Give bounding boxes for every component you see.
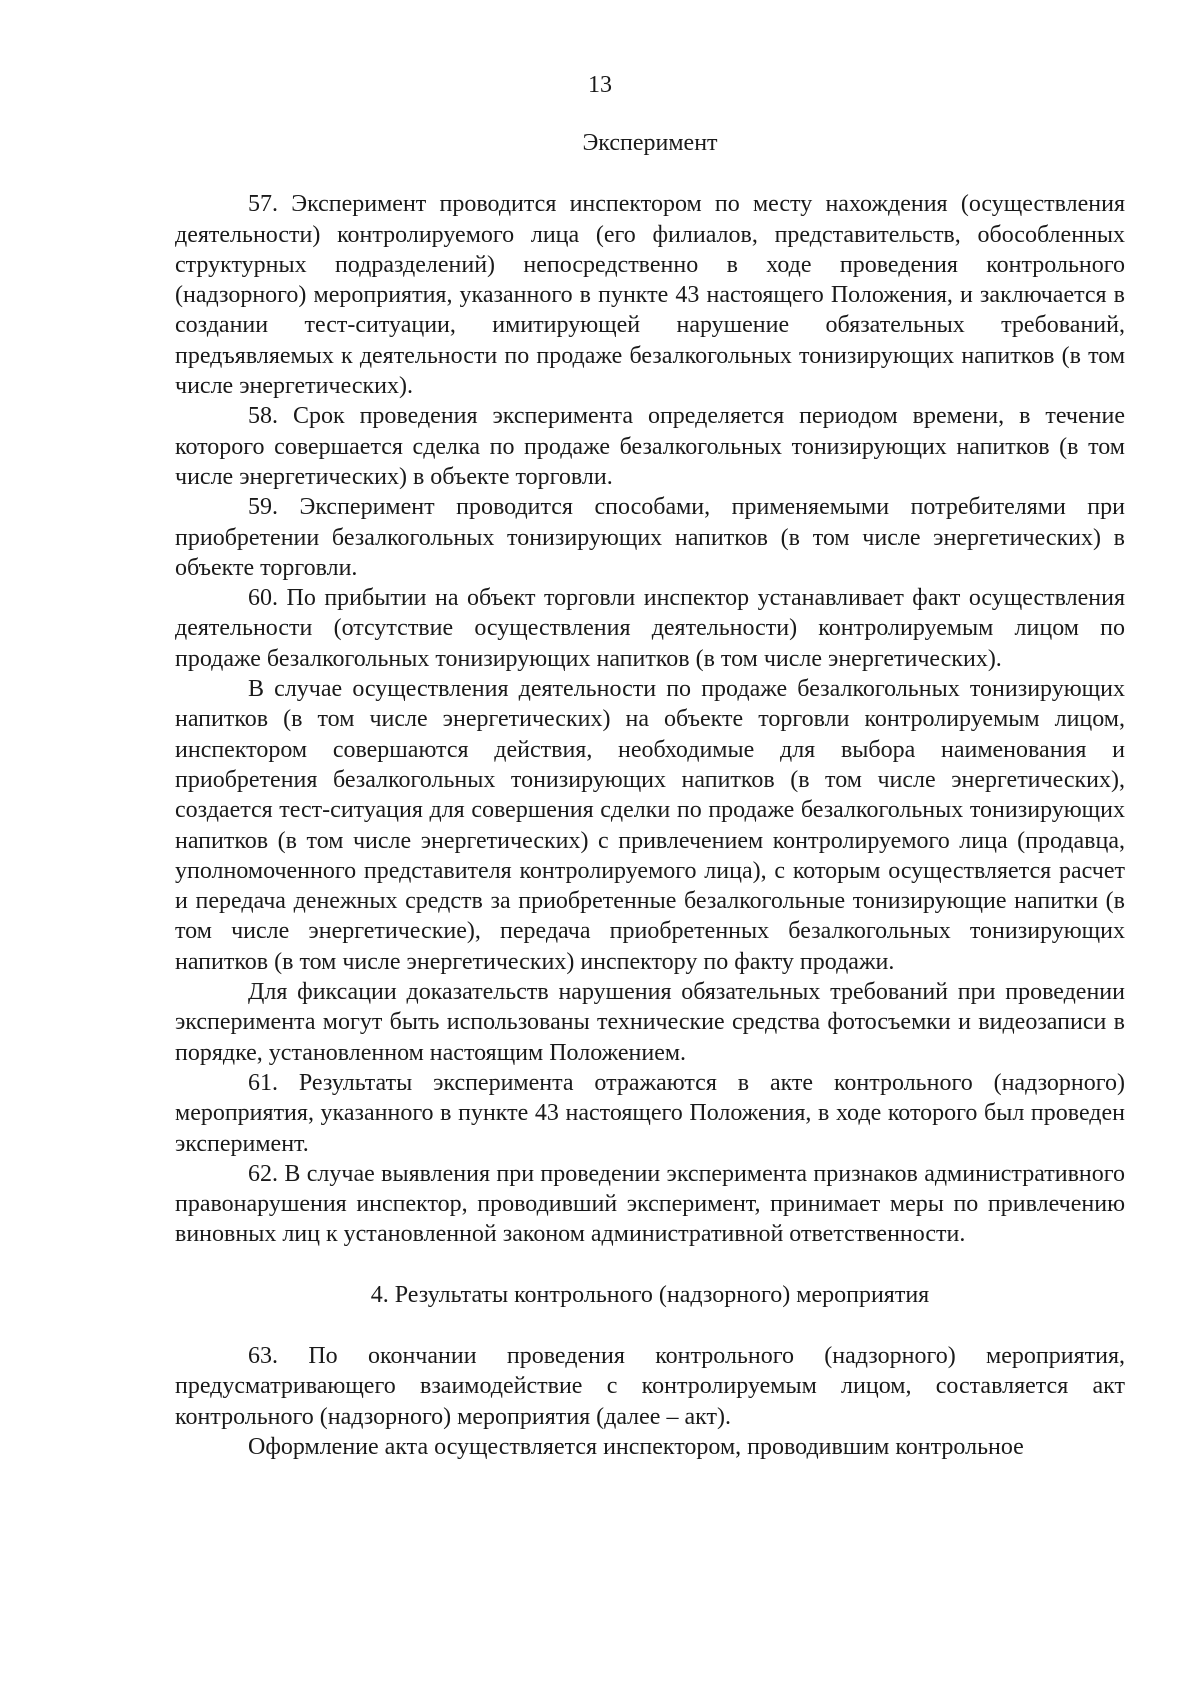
section-heading-experiment: Эксперимент	[582, 130, 718, 156]
paragraph-60: 60. По прибытии на объект торговли инспектор устанавливает факт осуществления деятельности (отсутствие осуществления деятельности) контролируемым лицом по продаже безалкогольных тонизирующих напитков (в том числе энергетических).	[175, 585, 1125, 672]
paragraph-act-preparation: Оформление акта осуществляется инспектором, проводившим контрольное	[248, 1433, 1024, 1460]
paragraph-60-continued: В случае осуществления деятельности по продаже безалкогольных тонизирующих напитков (в том числе энергетических) на объекте торговли контролируемым лицом, инспектором совершаются действия, необходимые для выбора наименования и приобретения безалкогольных тонизирующих напитков (в том числе энергетических), создается тест-ситуация для совершения сделки по продаже безалкогольных тонизирующих напитков (в том числе энергетических) с привлечением контролируемого лица (продавца, уполномоченного представителя контролируемого лица), с которым осуществляется расчет и передача денежных средств за приобретенные безалкогольные тонизирующие напитки (в том числе энергетические), передача приобретенных безалкогольных тонизирующих напитков (в том числе энергетических) инспектору по факту продажи.	[175, 676, 1125, 975]
paragraph-59: 59. Эксперимент проводится способами, применяемыми потребителями при приобретении безалкогольных тонизирующих напитков (в том числе энергетических) в объекте торговли.	[175, 494, 1125, 581]
paragraph-58: 58. Срок проведения эксперимента определяется периодом времени, в течение которого совершается сделка по продаже безалкогольных тонизирующих напитков (в том числе энергетических) в объекте торговли.	[175, 403, 1125, 490]
page-number: 13	[588, 72, 612, 98]
paragraph-61: 61. Результаты эксперимента отражаются в акте контрольного (надзорного) мероприятия, указанного в пункте 43 настоящего Положения, в ходе которого был проведен эксперимент.	[175, 1069, 1125, 1157]
paragraph-63: 63. По окончании проведения контрольного (надзорного) мероприятия, предусматривающего взаимодействие с контролируемым лицом, составляется акт контрольного (надзорного) мероприятия (далее – акт).	[175, 1342, 1125, 1430]
document-body	[175, 128, 1125, 1462]
paragraph-62: 62. В случае выявления при проведении эксперимента признаков административного правонарушения инспектор, проводивший эксперимент, принимает меры по привлечению виновных лиц к установленной законом административной ответственности.	[175, 1160, 1125, 1248]
paragraph-evidence-recording: Для фиксации доказательств нарушения обязательных требований при проведении эксперимента могут быть использованы технические средства фотосъемки и видеозаписи в порядке, установленном настоящим Положением.	[175, 979, 1125, 1066]
section-heading-results: 4. Результаты контрольного (надзорного) мероприятия	[370, 1281, 930, 1308]
paragraph-57: 57. Эксперимент проводится инспектором по месту нахождения (осуществления деятельности) контролируемого лица (его филиалов, представительств, обособленных структурных подразделений) непосредственно в ходе проведения контрольного (надзорного) мероприятия, указанного в пункте 43 настоящего Положения, и заключается в создании тест-ситуации, имитирующей нарушение обязательных требований, предъявляемых к деятельности по продаже безалкогольных тонизирующих напитков (в том числе энергетических).	[175, 191, 1125, 400]
